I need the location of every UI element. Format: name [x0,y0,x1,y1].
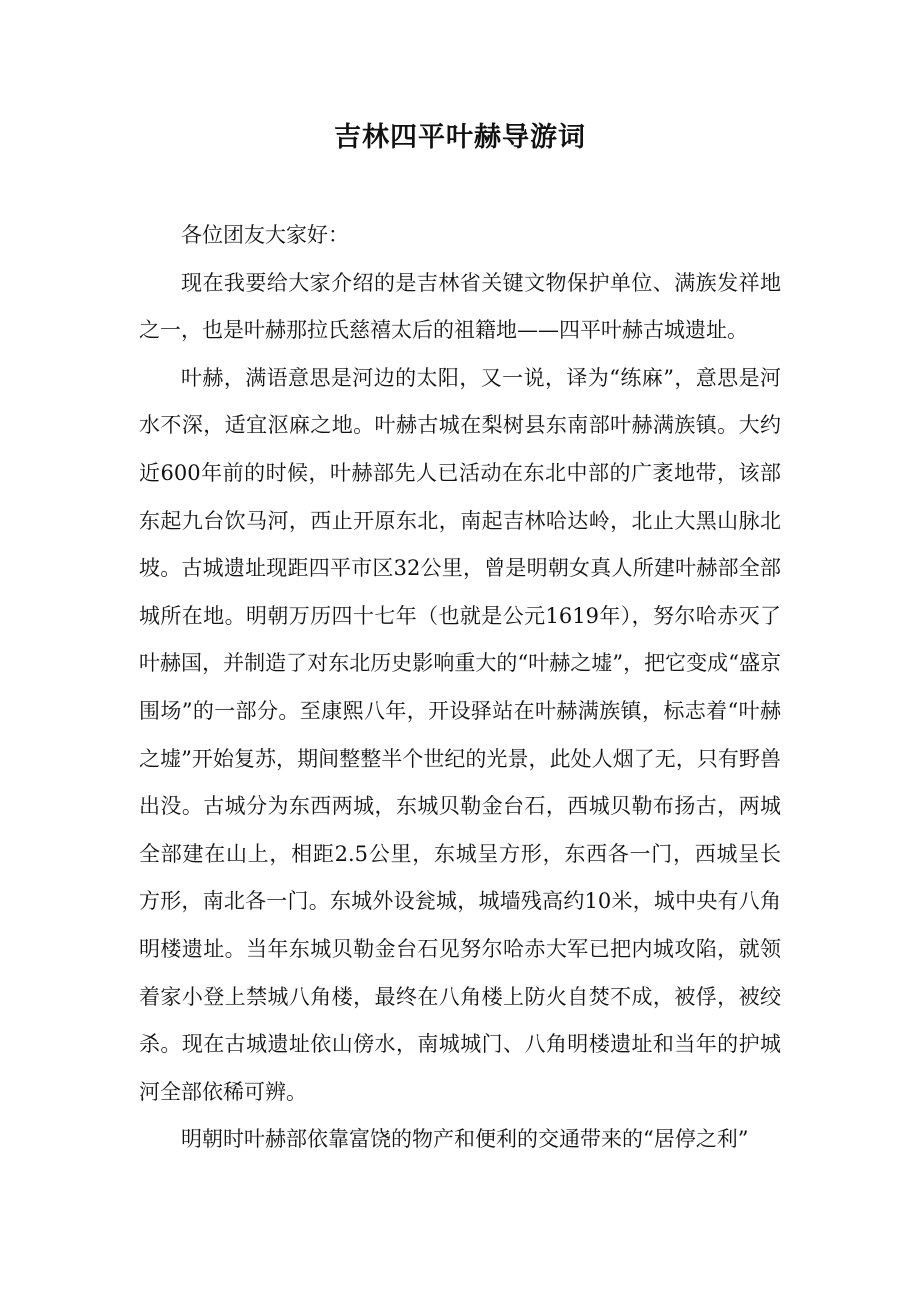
paragraph-introduction: 现在我要给大家介绍的是吉林省关键文物保护单位、满族发祥地之一，也是叶赫那拉氏慈禧太后的祖籍地——四平叶赫古城遗址。 [139,270,781,343]
paragraph-ming-dynasty: 明朝时叶赫部依靠富饶的物产和便利的交通带来的“居停之利” [181,1127,749,1152]
document-body [139,212,781,1164]
paragraph-greeting: 各位团友大家好： [181,223,349,247]
document-title: 吉林四平叶赫导游词 [334,122,586,153]
paragraph-history: 叶赫，满语意思是河边的太阳，又一说，译为“练麻”，意思是河水不深，适宜沤麻之地。叶赫古城在梨树县东南部叶赫满族镇。大约近600年前的时候，叶赫部先人已活动在东北中部的广袤地带，该部东起九台饮马河，西止开原东北，南起吉林哈达岭，北止大黑山脉北坡。古城遗址现距四平市区32公里，曾是明朝女真人所建叶赫部全部城所在地。明朝万历四十七年（也就是公元1619年），努尔哈赤灭了叶赫国，并制造了对东北历史影响重大的“叶赫之墟”，把它变成“盛京围场”的一部分。至康熙八年，开设驿站在叶赫满族镇，标志着“叶赫之墟”开始复苏，期间整整半个世纪的光景，此处人烟了无，只有野兽出没。古城分为东西两城，东城贝勒金台石，西城贝勒布扬古，两城全部建在山上，相距2.5公里，东城呈方形，东西各一门，西城呈长方形，南北各一门。东城外设瓮城，城墙残高约10米，城中央有八角明楼遗址。当年东城贝勒金台石见努尔哈赤大军已把内城攻陷，就领着家小登上禁城八角楼，最终在八角楼上防火自焚不成，被俘，被绞杀。现在古城遗址依山傍水，南城城门、八角明楼遗址和当年的护城河全部依稀可辨。 [139,365,781,1104]
